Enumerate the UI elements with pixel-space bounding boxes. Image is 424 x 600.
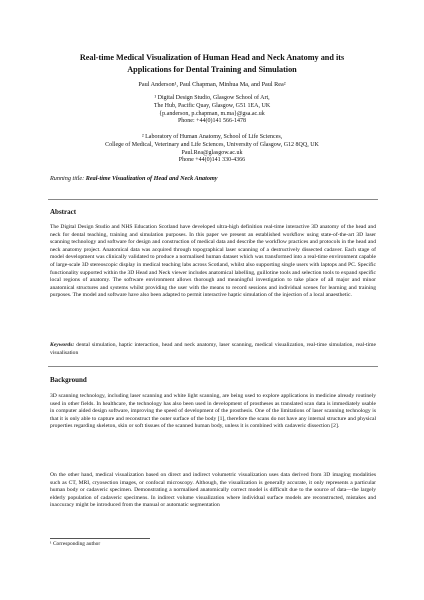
- footnote: ¹ Corresponding author: [50, 541, 101, 547]
- background-heading: Background: [50, 376, 87, 384]
- affiliation-2-line: College of Medical, Veterinary and Life Sciences, University of Glasgow, G12 8QQ, UK: [105, 141, 319, 148]
- paper-title: Real-time Medical Visualization of Human Head and Neck Anatomy and its Applications for Dental Training and Simulation: [79, 53, 345, 74]
- running-title-label: Running title:: [50, 175, 85, 182]
- affiliation-1-line: {p.anderson, p.chapman, m.ma}@gsa.ac.uk: [159, 110, 265, 117]
- abstract-heading: Abstract: [50, 208, 77, 216]
- running-title: [50, 175, 218, 182]
- background-paragraph-1: 3D scanning technology, including laser scanning and white light scanning, are being used to explore applications in medicine already routinely used in other fields. In healthcare, the technology has also been used in development of prostheses as translated scan data is immediately usable in computer aided design software, improving the speed of development of the prosthesis. One of the limitations of laser scanning technology is that it is only able to capture and reconstruct the outer surface of the body [1], therefore the scans do not have any internal structure and physical properties regarding skeleton, skin or soft tissues of the scanned human body, unless it is combined with cadaveric dissection [2].: [50, 393, 376, 430]
- affiliation-2-line: Paul.Rea@glasgow.ac.uk: [181, 149, 243, 156]
- abstract-text: The Digital Design Studio and NHS Education Scotland have developed ultra-high definition real-time interactive 3D anatomy of the head and neck for dental teaching, training and simulation purposes. In this paper we present an established workflow using state-of-the-art 3D laser scanning technology and software for design and construction of medical data and describe the workflow practices and protocols in the head and neck anatomy project. Anatomical data was acquired through topographical laser scanning of a destructively dissected cadaver. Each stage of model development was clinically validated to produce a normalised human dataset which was transformed into a real-time environment capable of large-scale 3D stereoscopic display in medical teaching labs across Scotland, whilst also supporting single users with laptops and PC. Specific functionality supported within the 3D Head and Neck viewer includes anatomical labelling, guillotine tools and selection tools to expand specific local regions of anatomy. The software environment allows thorough and meaningful investigation to take place of all major and minor anatomical structures and systems whilst providing the user with the means to record sessions and individual scenes for learning and training purposes. The model and software have also been adapted to permit interactive haptic simulation of the injection of a local anaesthetic.: [50, 224, 376, 299]
- affiliation-2-line: ² Laboratory of Human Anatomy, School of Life Sciences,: [141, 134, 283, 140]
- keywords-text: dental simulation, haptic interaction, head and neck anatomy, laser scanning, medical visualization, real-time simulation, real-time visualisation: [50, 342, 376, 356]
- section-divider: [48, 199, 378, 200]
- affiliation-1: [0, 95, 424, 126]
- affiliation-2-line: Phone +44(0)141 330-4366: [178, 157, 246, 164]
- affiliation-2: [0, 134, 424, 165]
- affiliation-1-line: ¹ Digital Design Studio, Glasgow School of Art,: [154, 95, 270, 101]
- author-list: Paul Anderson¹, Paul Chapman, Minhua Ma, and Paul Rea²: [138, 81, 286, 88]
- footnote-divider: [50, 538, 150, 539]
- running-title-text: Real-time Visualization of Head and Neck Anatomy: [85, 175, 218, 182]
- affiliation-1-line: Phone: +44(0)141 566-1478: [177, 118, 247, 125]
- background-paragraph-2: On the other hand, medical visualization based on direct and indirect volumetric visualization uses data derived from 3D imaging modalities such as CT, MRI, cryosection images, or confocal microscopy. Although, the visualization is generally accurate, it only represents a particular human body or cadaveric specimen. Demonstrating a normalised anatomically correct model is difficult due to the source of data—the largely elderly population of cadaveric specimens. In indirect volume visualization where individual surface models are reconstructed, mistakes and inaccuracy might be introduced from the manual or automatic segmentation: [50, 472, 376, 509]
- keywords-label: Keywords:: [50, 342, 75, 348]
- affiliation-1-line: The Hub, Pacific Quay, Glasgow, G51 1EA, UK: [153, 102, 271, 109]
- section-divider: [48, 366, 378, 367]
- keywords-paragraph: [50, 342, 376, 357]
